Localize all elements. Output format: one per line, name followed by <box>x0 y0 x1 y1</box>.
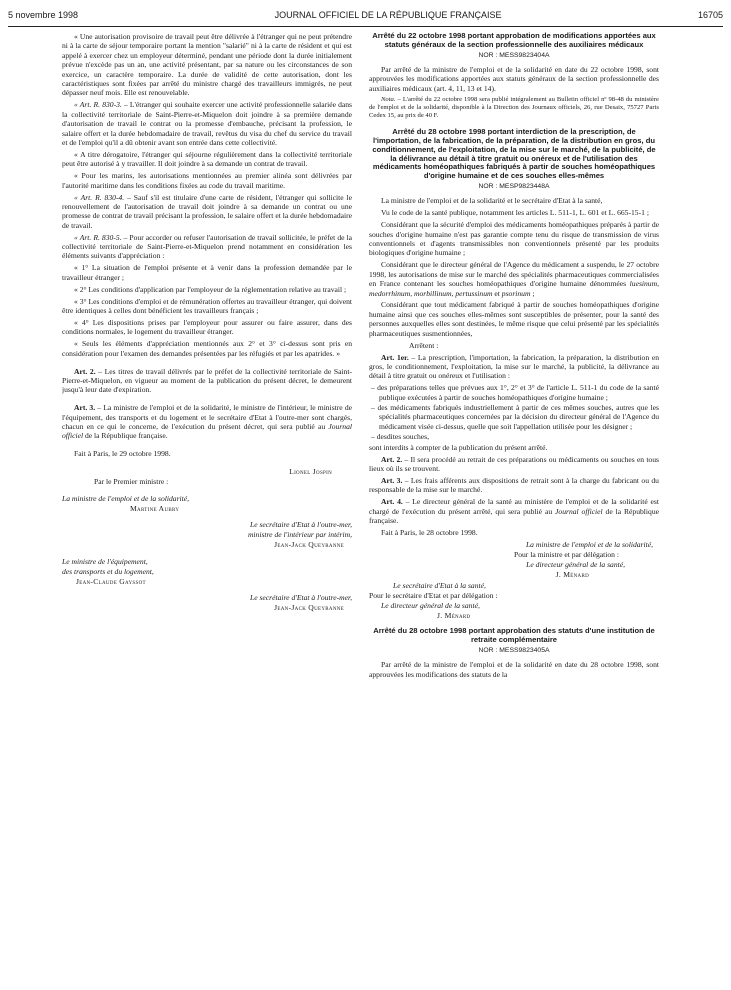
paragraph: Considérant que tout médicament fabriqué à partir de souches homéopathiques d'origine humaine ainsi que ces souches elles-mêmes sont susceptibles de présenter, pour la santé des personnes auxquelles elles sont destinées, le même risque que celui présenté par les spécialités pharmaceutiques susmentionnées, <box>369 300 659 338</box>
article-label: Art. 2. <box>381 454 403 464</box>
signature-name: Lionel Jospin <box>289 467 332 477</box>
header-rule <box>8 26 723 27</box>
journal-officiel-ref: Journal officiel <box>62 422 352 441</box>
paragraph: Considérant que la sécurité d'emploi des médicaments homéopathiques préparés à partir de souches d'origine humaine n'est pas garantie compte tenu du risque de transmission de virus conventionnels et d'agents transmissibles non conventionnels présenté par les produits biologiques d'origine humaine ; <box>369 220 659 258</box>
paragraph-text: – Le directeur général de la santé au ministère de l'emploi et de la solidarité est chargé de l'exécution du présent arrêté, qui sera publié au <box>369 497 659 516</box>
header-title: JOURNAL OFFICIEL DE LA RÉPUBLIQUE FRANÇAISE <box>274 10 502 20</box>
article-label: Art. 3. <box>381 475 403 485</box>
signature-name: Jean-Jack Queyranne <box>274 603 344 613</box>
paragraph-text: – Sauf s'il est titulaire d'une carte de résident, l'étranger qui sollicite le renouvellement de l'autorisation de travail doit joindre à sa demande un contrat ou une promesse de contrat de travail précisant la profession, le salaire offert et la durée hebdomadaire de travail. <box>62 192 352 230</box>
signature-title: Le directeur général de la santé, <box>381 601 480 611</box>
arrete-title: Arrêté du 28 octobre 1998 portant interdiction de la prescription, de l'importation, de la fabrication, de la préparation, de la distribution en gros, du conditionnement, de l'exploitation, de la mise sur le marché, de la publicité, de la délivrance au détail à titre gratuit ou onéreux et de l'utilisation des médicaments homéopathiques fabriqués à partir de souches homéopathiques d'origine humaine et de ces souches elles-mêmes <box>372 127 656 181</box>
nota <box>369 96 659 120</box>
paragraph-text: Considérant que le directeur général de l'Agence du médicament a suspendu, le 27 octobre 1998, les autorisations de mise sur le marché des spécialités pharmaceutiques commercialisées en France contenant les souches homéopathiques d'origine humaine dénommées <box>369 260 659 289</box>
signature-title: La ministre de l'emploi et de la solidarité, <box>62 493 190 503</box>
paragraph: « Seuls les éléments d'appréciation mentionnés aux 2° et 3° ci-dessus sont pris en considération pour l'examen des demandes présentées par les réfugiés et par les apatrides. » <box>62 339 352 358</box>
signature-title: Le secrétaire d'Etat à l'outre-mer, <box>249 593 352 603</box>
strain-name: psorinum <box>501 288 531 298</box>
article-2 <box>62 367 352 395</box>
signature-line: Par le Premier ministre : <box>94 477 169 487</box>
article-2 <box>369 455 659 474</box>
left-column <box>62 32 352 986</box>
nor-reference: NOR : MESP9823448A <box>478 183 550 190</box>
paragraph-text: de la République française. <box>83 431 168 441</box>
paragraph: Par arrêté de la ministre de l'emploi et de la solidarité en date du 22 octobre 1998, sont approuvées les modifications apportées aux statuts généraux de la section professionnelle des auxiliaires médicaux (art. 4, 11, 13 et 14). <box>369 65 659 93</box>
article-1 <box>369 353 659 381</box>
paragraph-text: – Les frais afférents aux dispositions de retrait sont à la charge du fabricant ou du responsable de la mise sur le marché. <box>369 475 659 495</box>
list-paragraph: « 1° La situation de l'emploi présente et à venir dans la profession demandée par le travailleur étranger ; <box>62 263 352 282</box>
paragraph <box>62 233 352 261</box>
paragraph-text: de la République française. <box>369 506 659 525</box>
paragraph: Par arrêté de la ministre de l'emploi et de la solidarité en date du 28 octobre 1998, sont approuvées les modifications des statuts de la <box>369 660 659 679</box>
article-4 <box>369 497 659 525</box>
paragraph-text: – La prescription, l'importation, la fabrication, la préparation, la distribution en gros, le conditionnement, l'exploitation, la mise sur le marché, la publicité, la délivrance au détail à titre gratuit ou onéreux et l'utilisation : <box>369 352 659 381</box>
paragraph: « Pour les marins, les autorisations mentionnées au premier alinéa sont délivrées par l'autorité maritime dans les conditions fixées au code du travail maritime. <box>62 171 352 190</box>
signature-line: Pour le secrétaire d'Etat et par délégation : <box>369 590 498 600</box>
signature-name: Martine Aubry <box>130 503 180 513</box>
article-ref: « Art. R. 830-3. <box>74 100 122 110</box>
paragraph <box>62 100 352 147</box>
paragraph <box>369 260 659 298</box>
signature-name: Jean-Claude Gayssot <box>76 577 146 587</box>
paragraph-text: – Pour accorder ou refuser l'autorisation de travail sollicitée, le préfet de la collectivité territoriale de Saint-Pierre-et-Miquelon prend notamment en considération les éléments suivants d'appréciation : <box>62 232 352 261</box>
paragraph-text: – Il sera procédé au retrait de ces préparations ou médicaments ou souches en tous lieux où ils se trouvent. <box>369 454 659 473</box>
paragraph: Vu le code de la santé publique, notamment les articles L. 511-1, L. 601 et L. 665-15-1 ; <box>381 208 649 218</box>
article-label: Art. 3. <box>74 403 96 413</box>
paragraph: « A titre dérogatoire, l'étranger qui séjourne régulièrement dans la collectivité territoriale peut être autorisé à y travailler. Il doit joindre à sa demande un contrat de travail. <box>62 149 352 169</box>
nor-reference: NOR : MESS9823405A <box>478 647 550 655</box>
nota-label: Nota. <box>381 95 396 103</box>
nota-text: – L'arrêté du 22 octobre 1998 sera publié intégralement au Bulletin officiel nº 98-48 du ministère de l'emploi et de la solidarité, disponible à la Direction des Journaux officiels, 26, rue Desaix, 75727 Paris Cedex 15, au prix de 40 F. <box>369 95 659 119</box>
arrete-title: Arrêté du 22 octobre 1998 portant approbation de modifications apportées aux statuts généraux de la section professionnelle des auxiliaires médicaux <box>372 32 656 49</box>
arrete-title: Arrêté du 28 octobre 1998 portant approbation des statuts d'une institution de retraite complémentaire <box>373 626 655 645</box>
list-item: – des préparations telles que prévues aux 1°, 2° et 3° de l'article L. 511-1 du code de la santé publique exécutées à partir de souches homéopathiques d'origine humaine ; <box>371 383 659 402</box>
right-column <box>369 32 659 986</box>
paragraph-text: – Les titres de travail délivrés par le préfet de la collectivité territoriale de Saint-Pierre-et-Miquelon, en vigueur au moment de la publication du présent décret, le demeurent jusqu'à leur date d'expiration. <box>62 366 352 395</box>
signature-line: Pour la ministre et par délégation : <box>513 550 619 560</box>
paragraph <box>62 193 352 231</box>
signature-title: Le secrétaire d'Etat à la santé, <box>393 580 486 590</box>
header-page-number: 16705 <box>697 10 723 20</box>
signing-place-date: Fait à Paris, le 29 octobre 1998. <box>74 449 171 459</box>
strain-names: luesinum, medorrhinum, morbillinum, pertussinum <box>369 279 659 298</box>
signature-title: ministre de l'intérieur par intérim, <box>247 530 352 540</box>
article-ref: « Art. R. 830-5. <box>74 232 122 242</box>
list-item: – des médicaments fabriqués industriellement à partir de ces mêmes souches, autres que les spécialités pharmaceutiques concernées par la décision du directeur général de l'Agence du médicament visée ci-dessus, quelle que soit l'appellation utilisée pour les désigner ; <box>371 403 659 431</box>
article-label: Art. 2. <box>74 366 96 376</box>
article-3 <box>62 403 352 441</box>
list-paragraph: « 2° Les conditions d'application par l'employeur de la réglementation relative au travail ; <box>74 284 347 294</box>
list-paragraph: « 4° Les dispositions prises par l'employeur pour assurer ou faire assurer, dans des conditions normales, le logement du travailleur étranger. <box>62 317 352 337</box>
article-3 <box>369 476 659 495</box>
paragraph-text: – L'étranger qui souhaite exercer une activité professionnelle salariée dans la collectivité territoriale de Saint-Pierre-et-Miquelon doit joindre à sa première demande d'autorisation de travail le contrat ou la promesse d'embauche, précisant la profession, le salaire offert et la durée hebdomadaire de travail, revêtus du visa du chef du service du travail et de l'emploi qu'il a dû obtenir avant son entrée dans cette collectivité. <box>62 100 352 147</box>
article-label: Art. 4. <box>381 497 403 507</box>
article-ref: « Art. R. 830-4. <box>74 192 125 202</box>
signature-title: Le directeur général de la santé, <box>526 560 625 570</box>
signature-title: Le ministre de l'équipement, <box>62 556 148 566</box>
paragraph: sont interdits à compter de la publication du présent arrêté. <box>369 442 548 452</box>
journal-officiel-ref: Journal officiel <box>555 506 603 516</box>
signing-place-date: Fait à Paris, le 28 octobre 1998. <box>381 527 478 537</box>
signature-title: Le secrétaire d'Etat à l'outre-mer, <box>249 520 352 530</box>
page-header <box>8 8 723 22</box>
article-label: Art. 1er. <box>381 352 409 362</box>
signature-name: Jean-Jack Queyranne <box>274 540 344 550</box>
nor-reference: NOR : MESS9823404A <box>478 51 550 59</box>
paragraph-text: – La ministre de l'emploi et de la solidarité, le ministre de l'intérieur, le ministre de l'équipement, des transports et du logement et le secrétaire d'Etat à l'outre-mer sont chargés, chacun en ce qui le concerne, de l'exécution du présent décret, qui sera publié au <box>62 403 352 432</box>
signature-title: des transports et du logement, <box>62 566 154 576</box>
signature-title: La ministre de l'emploi et de la solidarité, <box>525 539 653 549</box>
header-date: 5 novembre 1998 <box>8 10 79 20</box>
list-paragraph: « 3° Les conditions d'emploi et de rémunération offertes au travailleur étranger, qui doivent être identiques à celles dont bénéficient les travailleurs français ; <box>62 296 352 315</box>
list-item: – desdites souches, <box>371 432 429 442</box>
arretent-label: Arrêtent : <box>409 340 439 350</box>
paragraph-text: ; <box>530 288 535 298</box>
paragraph: « Une autorisation provisoire de travail peut être délivrée à l'étranger qui ne peut prétendre ni à la carte de séjour temporaire portant la mention "salarié" ni à la carte de résident et qui est appelé à exercer chez un employeur déterminé, pendant une période dont la durée initialement prévue n'excède pas un an, une activité présentant, par sa nature ou les circonstances de son exercice, un caractère temporaire. La durée de validité de cette autorisation, dont les caractéristiques sont fixées par arrêté du ministre chargé des travailleurs immigrés, ne peut dépasser neuf mois. Elle est renouvelable. <box>62 32 352 98</box>
paragraph: La ministre de l'emploi et de la solidarité et le secrétaire d'Etat à la santé, <box>381 196 603 206</box>
signature-name: J. Ménard <box>555 570 589 580</box>
signature-name: J. Ménard <box>437 611 471 621</box>
paragraph-text: et <box>492 288 502 298</box>
